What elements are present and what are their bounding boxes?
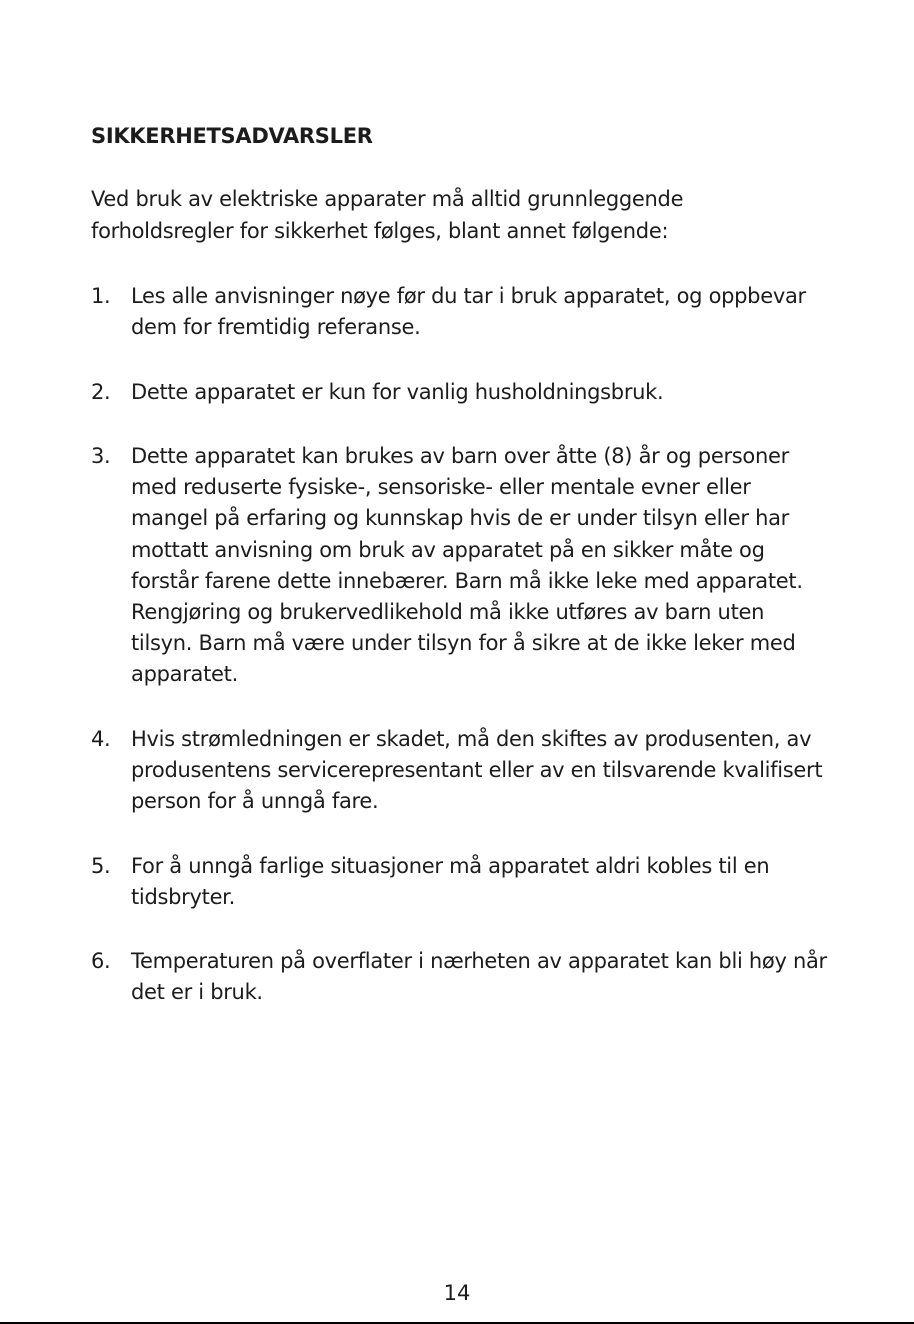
list-item-number: 3. — [91, 443, 111, 468]
list-item — [91, 946, 831, 1008]
list-item-text: Temperaturen på overflater i nærheten av apparatet kan bli høy når det er i bruk. — [131, 949, 827, 1005]
list-item-text: Dette apparatet kan brukes av barn over åtte (8) år og personer med reduserte fysiske-, sensoriske- eller mentale evner eller mangel på erfaring og kunnskap hvis de er under tilsyn eller har mottatt anvisning om bruk av apparatet på en sikker måte og forstår farene dette innebærer. Barn må ikke leke med apparatet. Rengjøring og brukervedlikehold må ikke utføres av barn uten tilsyn. Barn må være under tilsyn for å sikre at de ikke leker med apparatet. — [131, 443, 803, 687]
intro-paragraph: Ved bruk av elektriske apparater må alltid grunnleggende forholdsregler for sikkerhet følges, blant annet følgende: — [91, 187, 684, 243]
list-item — [91, 724, 831, 818]
list-item-number: 1. — [91, 284, 111, 308]
list-item-text: Les alle anvisninger nøye før du tar i bruk apparatet, og oppbevar dem for fremtidig referanse. — [131, 284, 806, 340]
list-item — [91, 851, 831, 913]
list-item-text: Hvis strømledningen er skadet, må den skiftes av produsenten, av produsentens servicerepresentant eller av en tilsvarende kvalifisert person for å unngå fare. — [131, 726, 823, 814]
list-item-number: 4. — [91, 726, 111, 751]
list-item-number: 2. — [91, 379, 111, 404]
safety-warnings-list — [91, 281, 831, 1042]
list-item-text: Dette apparatet er kun for vanlig husholdningsbruk. — [131, 379, 664, 404]
list-item-number: 5. — [91, 853, 111, 878]
list-item-number: 6. — [91, 949, 111, 974]
page-number: 14 — [443, 1281, 471, 1305]
list-item-text: For å unngå farlige situasjoner må apparatet aldri kobles til en tidsbryter. — [131, 853, 770, 909]
section-heading: SIKKERHETSADVARSLER — [91, 124, 373, 148]
list-item — [91, 281, 831, 343]
list-item — [91, 441, 831, 691]
list-item — [91, 377, 831, 408]
